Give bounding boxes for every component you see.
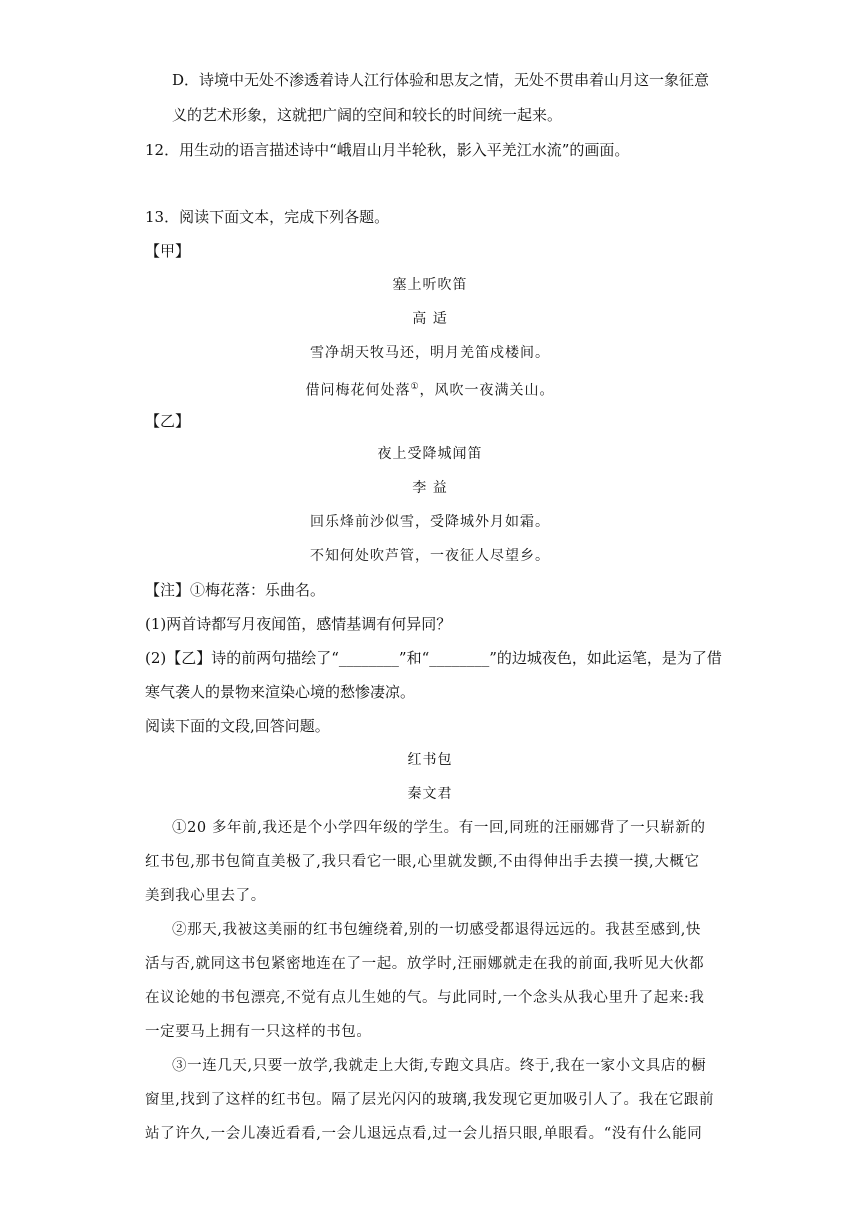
paragraph-2-line-1: ②那天,我被这美丽的红书包缠绕着,别的一切感受都退得远远的。我甚至感到,快: [172, 922, 702, 938]
footnote-marker: ①: [410, 382, 420, 392]
paragraph-3-line-3: 站了许久,一会儿凑近看看,一会儿退远点看,过一会儿捂只眼,单眼看。“没有什么能同: [145, 1126, 703, 1142]
sub-question-2-line-2: 寒气袭人的景物来渲染心境的愁惨凄凉。: [145, 683, 416, 701]
poem-yi-line-1: 回乐烽前沙似雪，受降城外月如霜。: [310, 514, 550, 530]
sub-question-1: (1)两首诗都写月夜闻笛，感情基调有何异同？: [145, 615, 452, 633]
poem-yi-line-2: 不知何处吹芦管，一夜征人尽望乡。: [310, 548, 550, 564]
sub-question-2-line-1: (2)【乙】诗的前两句描绘了“________”和“________”的边城夜色，如此运笔，是为了借: [145, 649, 722, 667]
question-12: 12．用生动的语言描述诗中“峨眉山月半轮秋，影入平羌江水流”的画面。: [145, 141, 630, 159]
option-d-line-2: 义的艺术形象，这就把广阔的空间和较长的时间统一起来。: [172, 106, 563, 124]
paragraph-2-line-2: 活与否,就同这书包紧密地连在了一起。放学时,汪丽娜就走在我的前面,我听见大伙都: [145, 956, 705, 972]
poem-yi-author: 李 益: [412, 480, 448, 496]
paragraph-1-line-1: ①20 多年前,我还是个小学四年级的学生。有一回,同班的汪丽娜背了一只崭新的: [172, 820, 706, 836]
poem-jia-line-1: 雪净胡天牧马还，明月羌笛戍楼间。: [310, 345, 550, 361]
question-13-intro: 13．阅读下面文本，完成下列各题。: [145, 208, 390, 226]
label-yi: 【乙】: [145, 412, 191, 430]
paragraph-1-line-2: 红书包,那书包简直美极了,我只看它一眼,心里就发颤,不由得伸出手去摸一摸,大概它: [145, 854, 700, 870]
paragraph-2-line-4: 一定要马上拥有一只这样的书包。: [145, 1024, 372, 1040]
label-jia: 【甲】: [145, 242, 191, 260]
paragraph-3-line-1: ③一连几天,只要一放学,我就走上大街,专跑文具店。终于,我在一家小文具店的橱: [172, 1058, 707, 1074]
article-author: 秦文君: [407, 786, 453, 802]
paragraph-2-line-3: 在议论她的书包漂亮,不觉有点儿生她的气。与此同时,一个念头从我心里升了起来:我: [145, 990, 705, 1006]
reading-intro: 阅读下面的文段,回答问题。: [145, 717, 330, 735]
option-d-line-1: D．诗境中无处不渗透着诗人江行体验和思友之情，无处不贯串着山月这一象征意: [172, 71, 710, 89]
poem-jia-line-2: [0, 377, 860, 401]
article-title: 红书包: [407, 752, 453, 768]
paragraph-3-line-2: 窗里,找到了这样的红书包。隔了层光闪闪的玻璃,我发现它更加吸引人了。我在它跟前: [145, 1092, 715, 1108]
poem-yi-title: 夜上受降城闻笛: [377, 446, 483, 462]
poem-jia-line-2-main: 借问梅花何处落: [305, 382, 411, 399]
paragraph-1-line-3: 美到我心里去了。: [145, 888, 266, 904]
poem-jia-title: 塞上听吹笛: [392, 277, 468, 293]
poem-jia-author: 高 适: [412, 311, 448, 327]
annotation-note: 【注】①梅花落：乐曲名。: [145, 581, 326, 599]
poem-jia-line-2-rest: ，风吹一夜满关山。: [419, 382, 555, 399]
